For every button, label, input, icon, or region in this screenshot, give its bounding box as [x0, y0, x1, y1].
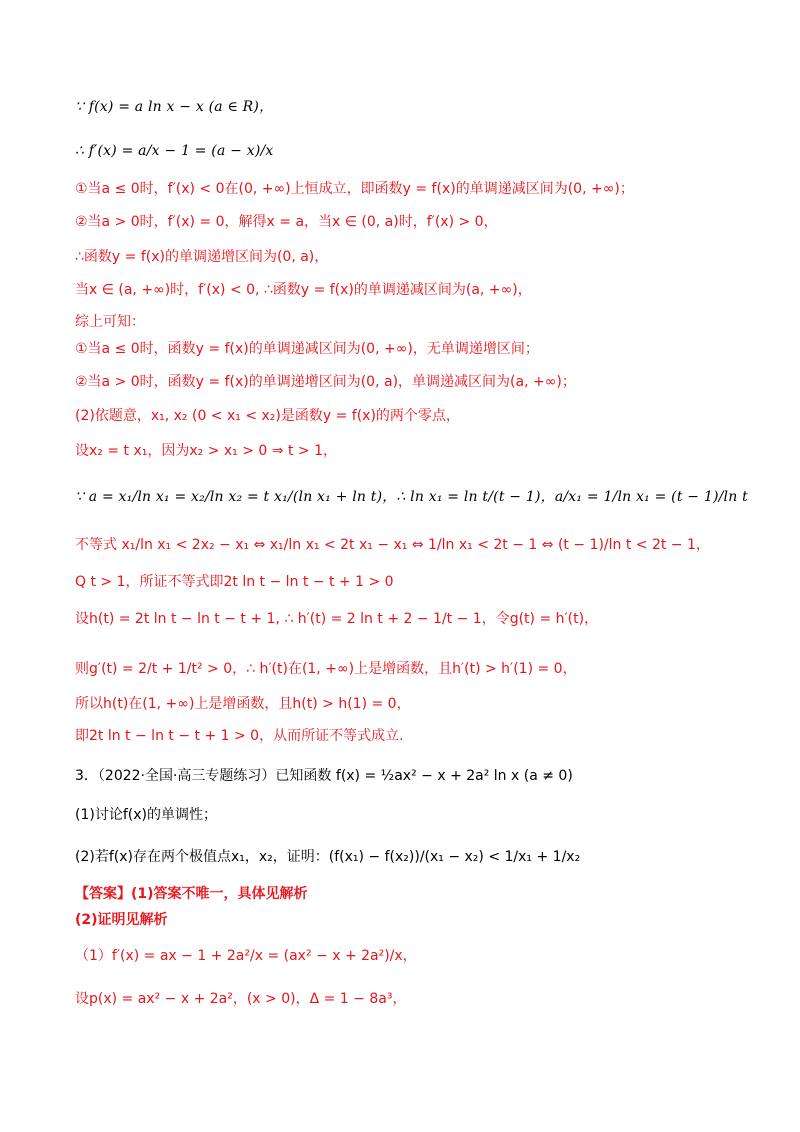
answer-heading: 【答案】(1)答案不唯一，具体见解析	[75, 886, 308, 902]
problem-3-statement: 3．（2022·全国·高三专题练习）已知函数 f(x) = ½ax² − x + 2a² ln x (a ≠ 0)	[75, 768, 573, 784]
problem-3-part-1: (1)讨论f(x)的单调性；	[75, 807, 217, 823]
solution-line-1: （1）f′(x) = ax − 1 + 2a²/x = (ax² − x + 2a²)/x，	[75, 948, 417, 964]
solution-line-2: 设p(x) = ax² − x + 2a²，(x > 0)，Δ = 1 − 8a³，	[75, 991, 407, 1007]
line-02: ∴ f′(x) = a/x − 1 = (a − x)/x	[75, 143, 274, 159]
line-10: (2)依题意，x₁, x₂ (0 < x₁ < x₂)是函数y = f(x)的两个零点，	[75, 408, 460, 424]
line-17: 所以h(t)在(1, +∞)上是增函数，且h(t) > h(1) = 0，	[75, 696, 411, 712]
line-18: 即2t ln t − ln t − t + 1 > 0，从而所证不等式成立.	[75, 728, 404, 744]
line-04: ②当a > 0时，f′(x) = 0，解得x = a，当x ∈ (0, a)时，f′(x) > 0，	[75, 214, 498, 230]
line-16: 则g′(t) = 2/t + 1/t² > 0，∴ h′(t)在(1, +∞)上是增函数，且h′(t) > h′(1) = 0，	[75, 661, 577, 677]
line-08: ①当a ≤ 0时，函数y = f(x)的单调递减区间为(0, +∞)，无单调递增区间；	[75, 341, 539, 357]
line-07: 综上可知：	[75, 314, 145, 330]
line-13: 不等式 x₁/ln x₁ < 2x₂ − x₁ ⇔ x₁/ln x₁ < 2t x₁ − x₁ ⇔ 1/ln x₁ < 2t − 1 ⇔ (t − 1)/ln t < 2t − 1，	[75, 537, 710, 553]
line-12: ∵ a = x₁/ln x₁ = x₂/ln x₂ = t x₁/(ln x₁ + ln t)，∴ ln x₁ = ln t/(t − 1)，a/x₁ = 1/ln x₁ = (t − 1)/ln t	[75, 489, 748, 505]
line-03: ①当a ≤ 0时，f′(x) < 0在(0, +∞)上恒成立，即函数y = f(x)的单调递减区间为(0, +∞)；	[75, 181, 634, 197]
line-11: 设x₂ = t x₁，因为x₂ > x₁ > 0 ⇒ t > 1，	[75, 443, 337, 459]
answer-part-2: (2)证明见解析	[75, 912, 168, 928]
line-09: ②当a > 0时，函数y = f(x)的单调递增区间为(0, a)，单调递减区间为(a, +∞)；	[75, 374, 576, 390]
line-01: ∵ f(x) = a ln x − x (a ∈ R)，	[75, 99, 274, 115]
line-14: Q t > 1，所证不等式即2t ln t − ln t − t + 1 > 0	[75, 574, 394, 590]
line-06: 当x ∈ (a, +∞)时，f′(x) < 0, ∴函数y = f(x)的单调递减区间为(a, +∞)，	[75, 282, 532, 298]
line-15: 设h(t) = 2t ln t − ln t − t + 1, ∴ h′(t) = 2 ln t + 2 − 1/t − 1，令g(t) = h′(t)，	[75, 611, 599, 627]
line-05: ∴函数y = f(x)的单调递增区间为(0, a)，	[75, 249, 329, 265]
problem-3-part-2: (2)若f(x)存在两个极值点x₁，x₂，证明：(f(x₁) − f(x₂))/(x₁ − x₂) < 1/x₁ + 1/x₂	[75, 849, 581, 865]
